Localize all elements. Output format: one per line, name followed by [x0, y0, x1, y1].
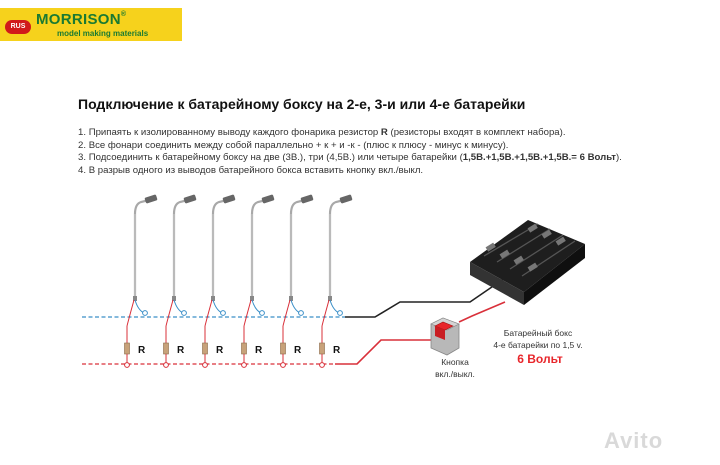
plus-terminal	[242, 363, 247, 368]
lamp-lead-minus	[174, 300, 183, 313]
lamp-pole	[330, 200, 344, 298]
street-lamp	[164, 194, 197, 367]
instruction-step-2: 2. Все фонари соединить между собой параллельно + к + и -к - (плюс к плюсу - минус к минусу).	[78, 139, 509, 151]
rus-badge: RUS	[5, 20, 31, 34]
plus-terminal	[281, 363, 286, 368]
resistor	[164, 343, 169, 354]
lamp-lead-plus	[166, 300, 173, 326]
watermark-avito: Avito	[604, 428, 664, 453]
lamp-lead-plus	[127, 300, 134, 326]
instruction-step-1: 1. Припаять к изолированному выводу каждого фонарика резистор R (резисторы входят в комплект набора).	[78, 127, 566, 138]
lamp-lead-minus	[330, 300, 339, 313]
lamp-pole	[174, 200, 188, 298]
minus-terminal	[221, 311, 226, 316]
lamp-head	[144, 194, 157, 203]
lamp-lead-minus	[213, 300, 222, 313]
instruction-step-4: 4. В разрыв одного из выводов батарейного бокса вставить кнопку вкл./выкл.	[78, 164, 424, 176]
lamp-lead-minus	[252, 300, 261, 313]
minus-terminal	[299, 311, 304, 316]
red-wire-to-switch	[335, 340, 442, 364]
plus-terminal	[125, 363, 130, 368]
battery-box	[470, 220, 585, 305]
lamp-lead-minus	[135, 300, 144, 313]
street-lamp	[320, 194, 353, 367]
resistor	[320, 343, 325, 354]
lamp-head	[222, 194, 235, 203]
lamp-lead-plus	[283, 300, 290, 326]
lamp-lead-plus	[205, 300, 212, 326]
resistor-label: R	[216, 345, 224, 356]
street-lamp	[242, 194, 275, 367]
minus-terminal	[338, 311, 343, 316]
resistor-label: R	[138, 345, 146, 356]
lamp-head	[300, 194, 313, 203]
brand-name: MORRISON®	[36, 11, 127, 28]
resistor	[203, 343, 208, 354]
resistor	[242, 343, 247, 354]
resistor-label: R	[255, 345, 263, 356]
lamp-pole	[135, 200, 149, 298]
switch-label-line1: Кнопка	[441, 357, 469, 367]
lamp-lead-plus	[244, 300, 251, 326]
lamp-head	[339, 194, 352, 203]
battery-label-line2: 4-е батарейки по 1,5 v.	[493, 340, 583, 350]
resistor-label: R	[177, 345, 185, 356]
minus-terminal	[182, 311, 187, 316]
street-lamp	[125, 194, 158, 367]
lamp-lead-plus	[322, 300, 329, 326]
lamp-lead-minus	[291, 300, 300, 313]
battery-label-line1: Батарейный бокс	[503, 328, 573, 338]
lamp-pole	[252, 200, 266, 298]
minus-terminal	[143, 311, 148, 316]
instruction-step-3: 3. Подсоединить к батарейному боксу на две (3В.), три (4,5В.) или четыре батарейки (1,5В.+1,5В.+1,5В.+1,5В.= 6 Вольт).	[78, 152, 622, 163]
lamp-array	[125, 194, 353, 367]
resistor-label: R	[294, 345, 302, 356]
minus-terminal	[260, 311, 265, 316]
black-wire-to-battery	[345, 278, 505, 317]
plus-terminal	[320, 363, 325, 368]
red-wire-switch-to-battery	[459, 302, 505, 322]
lamp-pole	[213, 200, 227, 298]
page-title: Подключение к батарейному боксу на 2-е, 3-и или 4-е батарейки	[78, 96, 526, 112]
resistor-label: R	[333, 345, 341, 356]
lamp-head	[183, 194, 196, 203]
plus-terminal	[164, 363, 169, 368]
plus-terminal	[203, 363, 208, 368]
brand-tagline: model making materials	[57, 29, 149, 38]
street-lamp	[203, 194, 236, 367]
resistor	[125, 343, 130, 354]
switch-label-line2: вкл./выкл.	[435, 369, 475, 379]
lamp-pole	[291, 200, 305, 298]
street-lamp	[281, 194, 314, 367]
lamp-head	[261, 194, 274, 203]
battery-voltage: 6 Вольт	[517, 352, 563, 366]
resistor	[281, 343, 286, 354]
switch-button	[431, 318, 459, 355]
